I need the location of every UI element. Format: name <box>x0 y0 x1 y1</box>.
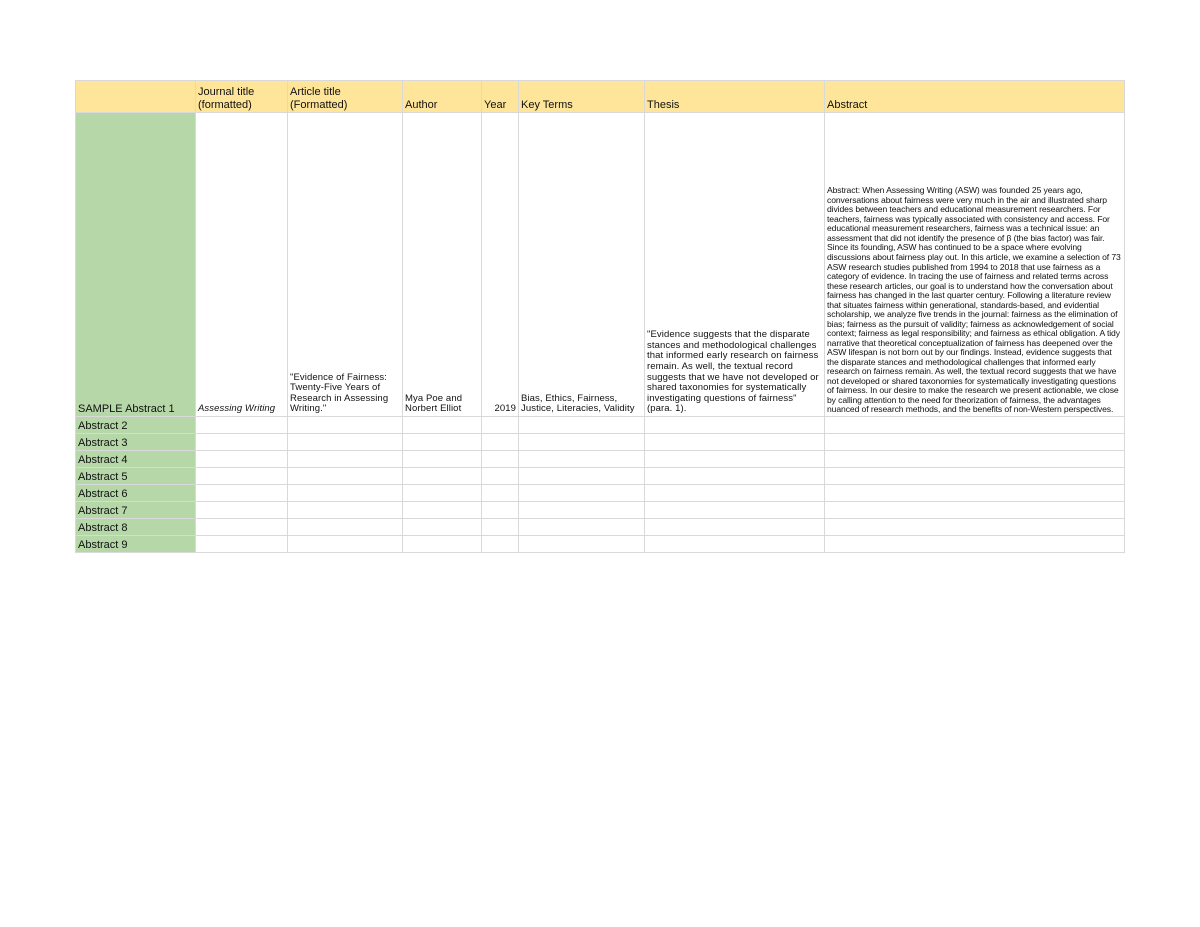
table-row <box>76 468 1125 485</box>
cell[interactable] <box>645 519 825 536</box>
cell[interactable] <box>825 451 1125 468</box>
cell[interactable] <box>403 485 482 502</box>
cell[interactable] <box>288 485 403 502</box>
header-key-terms[interactable]: Key Terms <box>519 81 645 113</box>
table-row <box>76 502 1125 519</box>
cell[interactable] <box>196 434 288 451</box>
header-label-cell[interactable] <box>76 81 196 113</box>
table-row <box>76 434 1125 451</box>
cell[interactable] <box>196 451 288 468</box>
cell[interactable] <box>288 519 403 536</box>
cell[interactable] <box>519 468 645 485</box>
cell[interactable] <box>519 451 645 468</box>
cell[interactable] <box>645 536 825 553</box>
cell[interactable] <box>519 519 645 536</box>
cell[interactable] <box>196 536 288 553</box>
row-label[interactable]: Abstract 2 <box>76 417 196 434</box>
cell[interactable] <box>482 519 519 536</box>
cell[interactable] <box>482 502 519 519</box>
header-row <box>76 81 1125 113</box>
cell[interactable] <box>288 434 403 451</box>
cell[interactable] <box>288 417 403 434</box>
cell[interactable] <box>482 485 519 502</box>
cell[interactable] <box>645 417 825 434</box>
cell[interactable] <box>196 502 288 519</box>
sample-article-title[interactable]: "Evidence of Fairness: Twenty-Five Years of Research in Assessing Writing." <box>288 113 403 417</box>
cell[interactable] <box>196 519 288 536</box>
header-author[interactable]: Author <box>403 81 482 113</box>
cell[interactable] <box>519 417 645 434</box>
cell[interactable] <box>825 485 1125 502</box>
table-row <box>76 451 1125 468</box>
cell[interactable] <box>645 485 825 502</box>
cell[interactable] <box>519 485 645 502</box>
table-row <box>76 519 1125 536</box>
cell[interactable] <box>403 519 482 536</box>
table-row <box>76 417 1125 434</box>
row-label[interactable]: Abstract 6 <box>76 485 196 502</box>
row-label[interactable]: Abstract 5 <box>76 468 196 485</box>
cell[interactable] <box>288 451 403 468</box>
cell[interactable] <box>645 502 825 519</box>
row-label[interactable]: Abstract 9 <box>76 536 196 553</box>
cell[interactable] <box>519 434 645 451</box>
cell[interactable] <box>288 468 403 485</box>
header-abstract[interactable]: Abstract <box>825 81 1125 113</box>
cell[interactable] <box>403 417 482 434</box>
sample-journal-title[interactable]: Assessing Writing <box>196 113 288 417</box>
header-thesis[interactable]: Thesis <box>645 81 825 113</box>
sample-year[interactable]: 2019 <box>482 113 519 417</box>
cell[interactable] <box>825 536 1125 553</box>
row-label[interactable]: Abstract 8 <box>76 519 196 536</box>
sample-thesis[interactable]: "Evidence suggests that the disparate stances and methodological challenges that informed early research on fairness remain. As well, the textual record suggests that we have not developed or shared taxonomies for systematically investigating questions of fairness" (para. 1). <box>645 113 825 417</box>
header-year[interactable]: Year <box>482 81 519 113</box>
cell[interactable] <box>825 434 1125 451</box>
cell[interactable] <box>482 468 519 485</box>
cell[interactable] <box>403 468 482 485</box>
sample-abstract[interactable]: Abstract: When Assessing Writing (ASW) was founded 25 years ago, conversations about fairness were very much in the air and illustrated sharp divides between teachers and educational measurement researchers. For teachers, fairness was typically associated with consistency and access. For educational measurement researchers, fairness was a technical issue: an assessment that did not identify the presence of β (the bias factor) was fair. Since its founding, ASW has continued to be a space where evolving discussions about fairness play out. In this article, we examine a selection of 73 ASW research studies published from 1994 to 2018 that use fairness as a category of evidence. In tracing the use of fairness and related terms across these research articles, our goal is to understand how the conversation about fairness has changed in the last quarter century. Following a literature review that situates fairness within generational, standards-based, and evidential scholarship, we analyze five trends in the journal: fairness as the elimination of bias; fairness as the pursuit of validity; fairness as acknowledgement of social context; fairness as legal responsibility; and fairness as ethical obligation. A tidy narrative that theoretical conceptualization of fairness has deepened over the ASW lifespan is not born out by our findings. Instead, evidence suggests that the disparate stances and methodological challenges that informed early research on fairness remain. As well, the textual record suggests that we have not developed or shared taxonomies for systematically investigating questions of fairness. In our desire to make the research we present actionable, we close by calling attention to the need for theorization of fairness, the advantages nuanced of research methods, and the benefits of non-Western perspectives. <box>825 113 1125 417</box>
cell[interactable] <box>403 434 482 451</box>
row-label[interactable]: Abstract 4 <box>76 451 196 468</box>
cell[interactable] <box>482 451 519 468</box>
sample-author[interactable]: Mya Poe and Norbert Elliot <box>403 113 482 417</box>
cell[interactable] <box>645 434 825 451</box>
cell[interactable] <box>825 417 1125 434</box>
cell[interactable] <box>825 519 1125 536</box>
row-label[interactable]: Abstract 7 <box>76 502 196 519</box>
cell[interactable] <box>825 468 1125 485</box>
header-article-title[interactable]: Article title (Formatted) <box>288 81 403 113</box>
cell[interactable] <box>403 536 482 553</box>
cell[interactable] <box>645 468 825 485</box>
sample-row <box>76 113 1125 417</box>
table-row <box>76 536 1125 553</box>
cell[interactable] <box>825 502 1125 519</box>
cell[interactable] <box>482 434 519 451</box>
cell[interactable] <box>196 468 288 485</box>
cell[interactable] <box>196 417 288 434</box>
row-label-sample[interactable]: SAMPLE Abstract 1 <box>76 113 196 417</box>
cell[interactable] <box>519 502 645 519</box>
table-row <box>76 485 1125 502</box>
sample-key-terms[interactable]: Bias, Ethics, Fairness, Justice, Literacies, Validity <box>519 113 645 417</box>
row-label[interactable]: Abstract 3 <box>76 434 196 451</box>
cell[interactable] <box>288 502 403 519</box>
annotated-bibliography-sheet <box>75 80 1125 553</box>
cell[interactable] <box>288 536 403 553</box>
cell[interactable] <box>482 536 519 553</box>
cell[interactable] <box>482 417 519 434</box>
header-journal-title[interactable]: Journal title (formatted) <box>196 81 288 113</box>
cell[interactable] <box>519 536 645 553</box>
cell[interactable] <box>403 502 482 519</box>
cell[interactable] <box>403 451 482 468</box>
cell[interactable] <box>645 451 825 468</box>
cell[interactable] <box>196 485 288 502</box>
